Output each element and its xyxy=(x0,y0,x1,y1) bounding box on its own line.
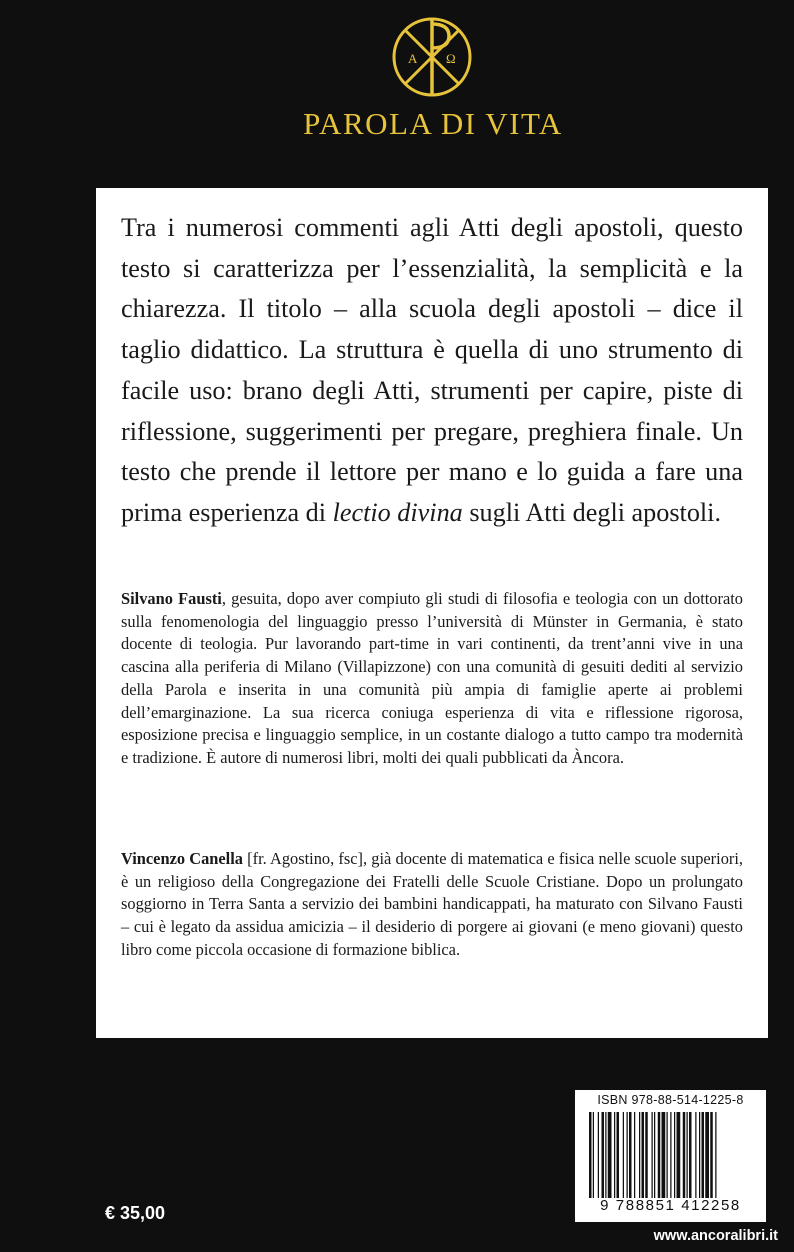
blurb-text-before: Tra i numerosi commenti agli Atti degli apostoli, questo testo si caratterizza per l’essenzialità, la semplicità e la chiarezza. Il titolo – alla scuola degli apostoli – dice il taglio didattico. La struttura è quella di uno strumento di facile uso: brano degli Atti, strumenti per capire, piste di riflessione, suggerimenti per pregare, preghiera finale. Un testo che prende il lettore per mano e lo guida a fare una prima esperienza di xyxy=(121,213,743,527)
barcode-bar xyxy=(598,1112,599,1198)
barcode-bar xyxy=(689,1112,692,1198)
barcode-bar xyxy=(634,1112,635,1198)
barcode-bar xyxy=(617,1112,620,1198)
barcode-icon xyxy=(589,1112,752,1198)
barcode-bar xyxy=(608,1112,612,1198)
barcode-bar xyxy=(602,1112,605,1198)
barcode-bar xyxy=(639,1112,640,1198)
price: € 35,00 xyxy=(105,1203,166,1223)
barcode-bar xyxy=(710,1112,713,1198)
description-panel xyxy=(96,188,768,1038)
author-bio-canella xyxy=(121,848,743,962)
barcode-bar xyxy=(645,1112,648,1198)
barcode-bar xyxy=(705,1112,709,1198)
barcode-bar xyxy=(589,1112,592,1198)
barcode-bar xyxy=(677,1112,681,1198)
barcode-bar xyxy=(699,1112,700,1198)
barcode-bar xyxy=(623,1112,624,1198)
blurb-italic: lectio divina xyxy=(332,497,463,527)
barcode-bar xyxy=(683,1112,686,1198)
author-name: Vincenzo Canella xyxy=(121,849,243,868)
barcode-bar xyxy=(667,1112,668,1198)
barcode-bar xyxy=(593,1112,594,1198)
barcode-bar xyxy=(652,1112,653,1198)
barcode-bar xyxy=(695,1112,696,1198)
isbn-label: ISBN 978-88-514-1225-8 xyxy=(597,1093,744,1107)
barcode-bar xyxy=(629,1112,632,1198)
barcode-bar xyxy=(702,1112,705,1198)
barcode-box xyxy=(575,1090,766,1222)
blurb-text-after: sugli Atti degli apostoli. xyxy=(462,497,722,527)
blurb-paragraph xyxy=(121,208,743,534)
barcode-bar xyxy=(627,1112,628,1198)
barcode-bar xyxy=(605,1112,606,1198)
barcode-bar xyxy=(687,1112,688,1198)
author-bio-text: [fr. Agostino, fsc], già docente di matematica e fisica nelle scuole superiori, è un religioso della Congregazione dei Fratelli delle Scuole Cristiane. Dopo un prolungato soggiorno in Terra Santa a servizio dei bambini handicappati, ha maturato con Silvano Fausti – cui è legato da assidua amicizia – il desiderio di porgere ai giovani (e meno giovani) questo libro come piccola occasione di formazione biblica. xyxy=(121,849,743,959)
series-title: PAROLA DI VITA xyxy=(303,106,563,141)
barcode-bar xyxy=(670,1112,671,1198)
isbn-digits: 9 788851 412258 xyxy=(600,1197,741,1214)
alpha-letter: A xyxy=(408,51,418,66)
website-url: www.ancoralibri.it xyxy=(653,1228,778,1244)
barcode-bar xyxy=(654,1112,655,1198)
author-bio-text: , gesuita, dopo aver compiuto gli studi di filosofia e teologia con un dottorato sulla fenomenologia del linguaggio presso l’università di Münster in Germania, è stato docente di teologia. Pur lavorando part-time in vari continenti, da trent’anni vive in una cascina alla periferia di Milano (Villapizzone) con una comunità di gesuiti dediti al servizio della Parola e inserita in una comunità più ampia di famiglie aperte ai problemi dell’emarginazione. La sua ricerca coniuga esperienza di vita e riflessione rigorosa, esposizione precisa e linguaggio semplice, in un costante dialogo a tutto campo tra modernità e tradizione. È autore di numerosi libri, molti dei quali pubblicati da Àncora. xyxy=(121,589,743,767)
barcode-bar xyxy=(674,1112,675,1198)
barcode-bar xyxy=(662,1112,666,1198)
author-name: Silvano Fausti xyxy=(121,589,222,608)
barcode-bar xyxy=(642,1112,645,1198)
omega-letter: Ω xyxy=(446,51,456,66)
author-bio-fausti xyxy=(121,588,743,770)
barcode-bar xyxy=(658,1112,661,1198)
barcode-bar xyxy=(614,1112,615,1198)
chi-rho-alpha-omega-icon xyxy=(391,16,473,98)
barcode-bar xyxy=(715,1112,716,1198)
